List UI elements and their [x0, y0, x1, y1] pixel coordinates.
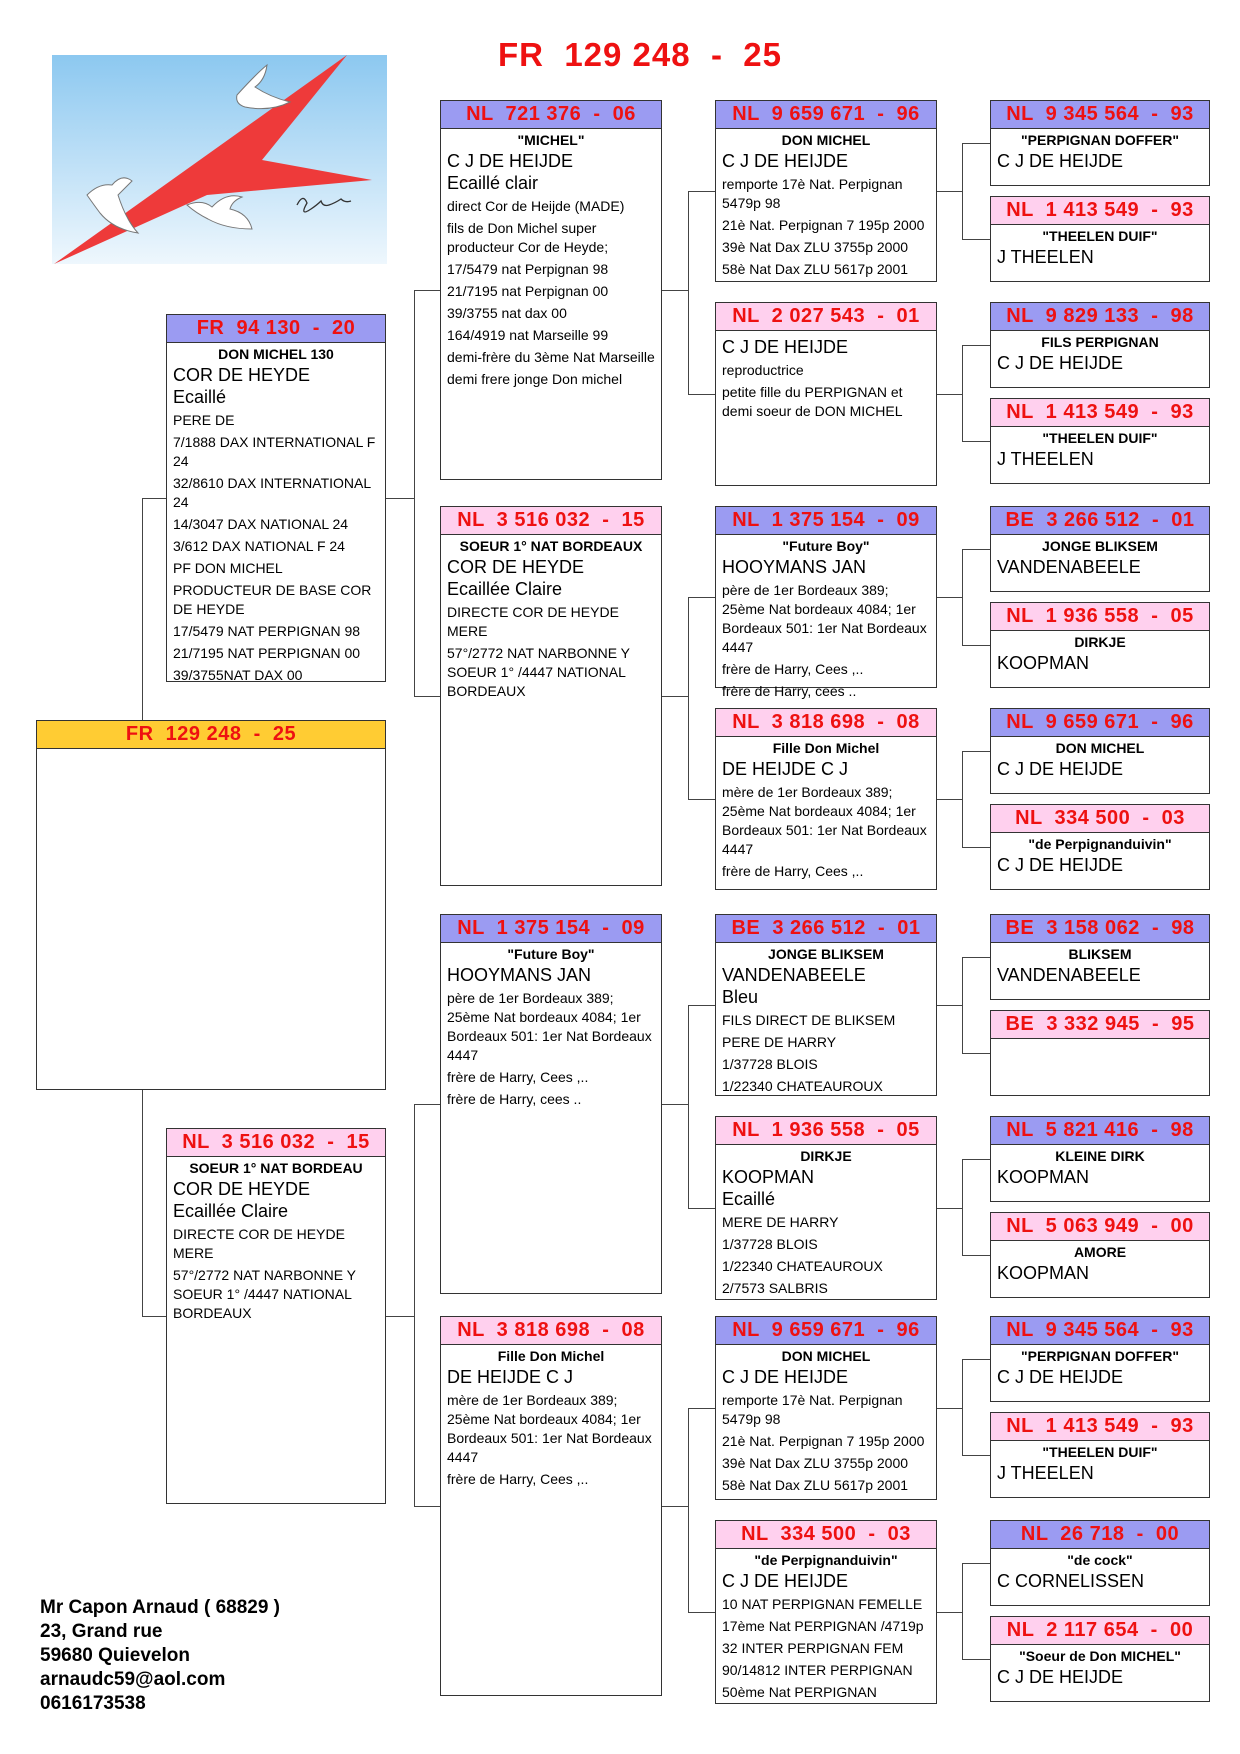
pedigree-box-g16	[990, 1616, 1210, 1702]
note-line: 32/8610 DAX INTERNATIONAL 24	[173, 475, 371, 510]
connector-line	[414, 290, 440, 291]
breeder-name: HOOYMANS JAN	[722, 557, 867, 577]
note-line: PERE DE HARRY	[722, 1034, 837, 1050]
bird-name: SOEUR 1° NAT BORDEAUX	[459, 538, 643, 554]
note-line: PRODUCTEUR DE BASE COR DE HEYDE	[173, 582, 372, 617]
note-line: 1/37728 BLOIS	[722, 1236, 818, 1252]
note-line: 164/4919 nat Marseille 99	[447, 327, 609, 343]
pedigree-box-g7	[990, 708, 1210, 794]
note-line: 90/14812 INTER PERPIGNAN	[722, 1662, 913, 1678]
note-line: frère de Harry, cees ..	[447, 1091, 582, 1107]
bird-name: KLEINE DIRK	[1055, 1148, 1145, 1164]
ring-number: NL 1 413 549 - 93	[991, 399, 1209, 427]
ring-number: NL 26 718 - 00	[991, 1521, 1209, 1549]
note-line: petite fille du PERPIGNAN et demi soeur de DON MICHEL	[722, 384, 903, 419]
note-line: 58è Nat Dax ZLU 5617p 2001	[722, 1477, 909, 1493]
connector-line	[688, 597, 689, 799]
bird-name: DON MICHEL	[781, 132, 871, 148]
connector-line	[688, 191, 715, 192]
breeder-name: C J DE HEIJDE	[997, 1667, 1124, 1687]
note-line: 3/612 DAX NATIONAL F 24	[173, 538, 345, 554]
note-line: PF DON MICHEL	[173, 560, 283, 576]
ring-number: NL 334 500 - 03	[991, 805, 1209, 833]
connector-line	[962, 441, 990, 442]
note-line: 57°/2772 NAT NARBONNE Y SOEUR 1° /4447 NATIONAL BORDEAUX	[447, 645, 630, 699]
note-line: remporte 17è Nat. Perpignan 5479p 98	[722, 1392, 903, 1427]
connector-line	[662, 1506, 688, 1507]
note-line: 17ème Nat PERPIGNAN /4719p	[722, 1618, 924, 1634]
note-line: 1/22340 CHATEAUROUX	[722, 1078, 883, 1094]
pedigree-box-g9	[990, 914, 1210, 1000]
bird-name: "de cock"	[1067, 1552, 1133, 1568]
bird-name: "Future Boy"	[507, 946, 595, 962]
breeder-name: J THEELEN	[997, 247, 1094, 267]
pedigree-box-sire	[166, 314, 386, 682]
note-line: direct Cor de Heijde (MADE)	[447, 198, 625, 214]
pedigree-box-sss	[715, 100, 937, 282]
connector-line	[962, 1255, 990, 1256]
ring-number: NL 9 345 564 - 93	[991, 101, 1209, 129]
connector-line	[937, 1208, 962, 1209]
pedigree-box-g12	[990, 1212, 1210, 1298]
owner-city: 59680 Quievelon	[40, 1645, 190, 1666]
connector-line	[962, 1359, 963, 1455]
pedigree-box-ddd	[715, 1520, 937, 1704]
note-line: remporte 17è Nat. Perpignan 5479p 98	[722, 176, 903, 211]
pedigree-box-dds	[715, 1316, 937, 1500]
breeder-name: C J DE HEIJDE	[722, 151, 849, 171]
connector-line	[962, 751, 990, 752]
connector-line	[962, 957, 963, 1053]
pedigree-box-sds	[715, 506, 937, 699]
bird-name: "PERPIGNAN DOFFER"	[1021, 132, 1179, 148]
bird-name: DON MICHEL 130	[218, 346, 334, 362]
breeder-name: DE HEIJDE C J	[447, 1367, 574, 1387]
owner-email: arnaudc59@aol.com	[40, 1669, 226, 1690]
pedigree-box-g3	[990, 302, 1210, 388]
pedigree-box-ss	[440, 100, 662, 480]
bird-color: Ecaillé	[173, 387, 227, 407]
connector-line	[937, 1408, 962, 1409]
connector-line	[962, 1563, 963, 1659]
bird-name: "THEELEN DUIF"	[1042, 228, 1158, 244]
bird-name: "THEELEN DUIF"	[1042, 1444, 1158, 1460]
connector-line	[414, 290, 415, 696]
ring-number: NL 3 516 032 - 15	[167, 1129, 385, 1157]
note-line: frère de Harry, Cees ,..	[447, 1069, 589, 1085]
ring-number: NL 1 375 154 - 09	[441, 915, 661, 943]
note-line: 39/3755 nat dax 00	[447, 305, 567, 321]
note-line: 57°/2772 NAT NARBONNE Y SOEUR 1° /4447 NATIONAL BORDEAUX	[173, 1267, 356, 1321]
breeder-name: KOOPMAN	[997, 653, 1090, 673]
bird-name: "Future Boy"	[782, 538, 870, 554]
breeder-name: C J DE HEIJDE	[997, 151, 1124, 171]
breeder-name: J THEELEN	[997, 449, 1094, 469]
note-line: MERE DE HARRY	[722, 1214, 839, 1230]
connector-line	[662, 696, 688, 697]
connector-line	[688, 597, 715, 598]
pedigree-box-ds	[440, 914, 662, 1294]
ring-number: NL 5 821 416 - 98	[991, 1117, 1209, 1145]
note-line: 39/3755NAT DAX 00	[173, 667, 303, 683]
note-line: frère de Harry, Cees ,..	[722, 863, 864, 879]
bird-name: "PERPIGNAN DOFFER"	[1021, 1348, 1179, 1364]
connector-line	[414, 696, 440, 697]
breeder-name: C J DE HEIJDE	[722, 337, 849, 357]
note-line: DIRECTE COR DE HEYDE MERE	[173, 1226, 345, 1261]
page-title: FR 129 248 - 25	[498, 36, 782, 73]
breeder-name: COR DE HEYDE	[173, 1179, 311, 1199]
pedigree-box-subject	[36, 720, 386, 1090]
note-line: mère de 1er Bordeaux 389; 25ème Nat bordeaux 4084; 1er Bordeaux 501: 1er Nat Bordeaux 4447	[447, 1392, 652, 1465]
ring-number: NL 1 936 558 - 05	[991, 603, 1209, 631]
note-line: père de 1er Bordeaux 389; 25ème Nat bordeaux 4084; 1er Bordeaux 501: 1er Nat Bordeaux 4447	[722, 582, 927, 655]
breeder-name: VANDENABEELE	[997, 557, 1141, 577]
bird-color: Bleu	[722, 987, 759, 1007]
note-line: 17/5479 NAT PERPIGNAN 98	[173, 623, 361, 639]
connector-line	[142, 1090, 143, 1316]
note-line: reproductrice	[722, 362, 804, 378]
ring-number: FR 129 248 - 25	[37, 721, 385, 749]
connector-line	[386, 498, 414, 499]
connector-line	[414, 1506, 440, 1507]
note-line: 21/7195 nat Perpignan 00	[447, 283, 609, 299]
breeder-name: C J DE HEIJDE	[722, 1367, 849, 1387]
bird-name: "Soeur de Don MICHEL"	[1019, 1648, 1181, 1664]
ring-number: NL 3 818 698 - 08	[716, 709, 936, 737]
breeder-name: C J DE HEIJDE	[722, 1571, 849, 1591]
ring-number: BE 3 332 945 - 95	[991, 1011, 1209, 1039]
connector-line	[688, 1408, 715, 1409]
breeder-name: C CORNELISSEN	[997, 1571, 1145, 1591]
connector-line	[142, 498, 143, 720]
bird-name: "de Perpignanduivin"	[754, 1552, 898, 1568]
connector-line	[937, 1612, 962, 1613]
bird-name: FILS PERPIGNAN	[1041, 334, 1159, 350]
connector-line	[962, 1563, 990, 1564]
breeder-name: KOOPMAN	[722, 1167, 815, 1187]
note-line: FILS DIRECT DE BLIKSEM	[722, 1012, 896, 1028]
pedigree-box-g8	[990, 804, 1210, 890]
breeder-name: KOOPMAN	[997, 1167, 1090, 1187]
note-line: demi-frère du 3ème Nat Marseille	[447, 349, 655, 365]
connector-line	[962, 847, 990, 848]
pedigree-box-g13	[990, 1316, 1210, 1402]
breeder-name: KOOPMAN	[997, 1263, 1090, 1283]
bird-name: AMORE	[1073, 1244, 1127, 1260]
pedigree-box-g14	[990, 1412, 1210, 1498]
note-line: 39è Nat Dax ZLU 3755p 2000	[722, 239, 909, 255]
bird-color: Ecaillée Claire	[447, 579, 563, 599]
bird-name: DIRKJE	[1074, 634, 1126, 650]
note-line: 58è Nat Dax ZLU 5617p 2001	[722, 261, 909, 277]
ring-number: NL 5 063 949 - 00	[991, 1213, 1209, 1241]
connector-line	[937, 799, 962, 800]
pedigree-box-g6	[990, 602, 1210, 688]
connector-line	[962, 345, 963, 441]
ring-number: NL 334 500 - 03	[716, 1521, 936, 1549]
note-line: 1/22340 CHATEAUROUX	[722, 1258, 883, 1274]
note-line: 21/7195 NAT PERPIGNAN 00	[173, 645, 361, 661]
ring-number: NL 3 516 032 - 15	[441, 507, 661, 535]
connector-line	[962, 1053, 990, 1054]
note-line: 14/3047 DAX NATIONAL 24	[173, 516, 349, 532]
connector-line	[962, 143, 990, 144]
bird-name: "THEELEN DUIF"	[1042, 430, 1158, 446]
ring-number: NL 2 117 654 - 00	[991, 1617, 1209, 1645]
connector-line	[688, 191, 689, 394]
connector-line	[962, 143, 963, 239]
connector-line	[688, 1612, 715, 1613]
note-line: PERE DE	[173, 412, 235, 428]
ring-number: NL 1 375 154 - 09	[716, 507, 936, 535]
connector-line	[688, 799, 715, 800]
note-line: demi frere jonge Don michel	[447, 371, 623, 387]
connector-line	[937, 191, 962, 192]
note-line: 32 INTER PERPIGNAN FEM	[722, 1640, 904, 1656]
ring-number: NL 9 829 133 - 98	[991, 303, 1209, 331]
breeder-name: COR DE HEYDE	[447, 557, 585, 577]
owner-address	[40, 1596, 280, 1716]
note-line: 2/7573 SALBRIS	[722, 1280, 828, 1296]
bird-name: DON MICHEL	[1055, 740, 1145, 756]
pedigree-box-dss	[715, 914, 937, 1096]
bird-color: Ecaillée Claire	[173, 1201, 289, 1221]
connector-line	[962, 1455, 990, 1456]
bird-name: "de Perpignanduivin"	[1028, 836, 1172, 852]
breeder-name: C J DE HEIJDE	[997, 759, 1124, 779]
note-line: 21è Nat. Perpignan 7 195p 2000	[722, 217, 925, 233]
ring-number: NL 1 936 558 - 05	[716, 1117, 936, 1145]
connector-line	[962, 751, 963, 847]
connector-line	[962, 239, 990, 240]
connector-line	[962, 1159, 963, 1255]
note-line: 7/1888 DAX INTERNATIONAL F 24	[173, 434, 376, 469]
pedigree-box-g15	[990, 1520, 1210, 1606]
breeder-name: C J DE HEIJDE	[447, 151, 574, 171]
bird-name: DIRKJE	[800, 1148, 852, 1164]
owner-phone: 0616173538	[40, 1693, 146, 1714]
note-line: 17/5479 nat Perpignan 98	[447, 261, 609, 277]
note-line: 39è Nat Dax ZLU 3755p 2000	[722, 1455, 909, 1471]
note-line: 21è Nat. Perpignan 7 195p 2000	[722, 1433, 925, 1449]
pedigree-box-g4	[990, 398, 1210, 484]
connector-line	[386, 1316, 414, 1317]
connector-line	[962, 1659, 990, 1660]
connector-line	[937, 1005, 962, 1006]
ring-number: BE 3 266 512 - 01	[991, 507, 1209, 535]
bird-name: Fille Don Michel	[497, 1348, 605, 1364]
note-line: frère de Harry, Cees ,..	[722, 661, 864, 677]
ring-number: BE 3 158 062 - 98	[991, 915, 1209, 943]
note-line: frère de Harry, cees ..	[722, 683, 857, 699]
connector-line	[688, 394, 715, 395]
connector-line	[688, 1408, 689, 1612]
connector-line	[688, 1005, 689, 1208]
bird-name: Fille Don Michel	[772, 740, 880, 756]
connector-line	[937, 597, 962, 598]
breeder-name: HOOYMANS JAN	[447, 965, 592, 985]
bird-name: DON MICHEL	[781, 1348, 871, 1364]
connector-line	[142, 1316, 166, 1317]
owner-name: Mr Capon Arnaud ( 68829 )	[40, 1597, 281, 1618]
note-line: mère de 1er Bordeaux 389; 25ème Nat bordeaux 4084; 1er Bordeaux 501: 1er Nat Bordeaux 4447	[722, 784, 927, 857]
breeder-name: COR DE HEYDE	[173, 365, 311, 385]
connector-line	[662, 1104, 688, 1105]
bird-name: JONGE BLIKSEM	[768, 946, 884, 962]
pedigree-box-sd	[440, 506, 662, 886]
ring-number: NL 1 413 549 - 93	[991, 197, 1209, 225]
pedigree-box-g2	[990, 196, 1210, 282]
bird-name: SOEUR 1° NAT BORDEAU	[189, 1160, 363, 1176]
connector-line	[962, 1359, 990, 1360]
bird-color: Ecaillé	[722, 1189, 776, 1209]
ring-number: NL 9 345 564 - 93	[991, 1317, 1209, 1345]
note-line: fils de Don Michel super producteur Cor de Heyde;	[447, 220, 609, 255]
pedigree-box-dd	[440, 1316, 662, 1696]
connector-line	[962, 549, 990, 550]
pedigree-box-dsd	[715, 1116, 937, 1300]
breeder-name: VANDENABEELE	[997, 965, 1141, 985]
breeder-name: DE HEIJDE C J	[722, 759, 849, 779]
ring-number: NL 721 376 - 06	[441, 101, 661, 129]
connector-line	[414, 1104, 440, 1105]
bird-color: Ecaillé clair	[447, 173, 539, 193]
note-line: père de 1er Bordeaux 389; 25ème Nat bordeaux 4084; 1er Bordeaux 501: 1er Nat Bordeaux 4447	[447, 990, 652, 1063]
ring-number: NL 3 818 698 - 08	[441, 1317, 661, 1345]
logo	[52, 55, 387, 264]
connector-line	[962, 345, 990, 346]
ring-number: NL 9 659 671 - 96	[716, 101, 936, 129]
ring-number: FR 94 130 - 20	[167, 315, 385, 343]
ring-number: NL 2 027 543 - 01	[716, 303, 936, 331]
bird-name: BLIKSEM	[1068, 946, 1132, 962]
bird-name: JONGE BLIKSEM	[1042, 538, 1158, 554]
connector-line	[688, 1208, 715, 1209]
connector-line	[142, 498, 166, 499]
pedigree-box-g11	[990, 1116, 1210, 1202]
pedigree-box-g5	[990, 506, 1210, 592]
connector-line	[414, 1104, 415, 1506]
ring-number: BE 3 266 512 - 01	[716, 915, 936, 943]
note-line: frère de Harry, Cees ,..	[447, 1471, 589, 1487]
bird-name: "MICHEL"	[517, 132, 585, 148]
note-line: 50ème Nat PERPIGNAN	[722, 1684, 877, 1700]
note-line: 10 NAT PERPIGNAN FEMELLE	[722, 1596, 923, 1612]
ring-number: NL 1 413 549 - 93	[991, 1413, 1209, 1441]
pedigree-box-ssd	[715, 302, 937, 486]
pedigree-box-dam	[166, 1128, 386, 1504]
note-line: DIRECTE COR DE HEYDE MERE	[447, 604, 619, 639]
note-line: 1/37728 BLOIS	[722, 1056, 818, 1072]
breeder-name: C J DE HEIJDE	[997, 855, 1124, 875]
breeder-name: J THEELEN	[997, 1463, 1094, 1483]
connector-line	[937, 394, 962, 395]
connector-line	[662, 290, 688, 291]
connector-line	[962, 549, 963, 645]
pedigree-box-g1	[990, 100, 1210, 186]
pedigree-box-g10	[990, 1010, 1210, 1096]
connector-line	[962, 957, 990, 958]
pedigree-box-sdd	[715, 708, 937, 890]
breeder-name: C J DE HEIJDE	[997, 1367, 1124, 1387]
connector-line	[962, 1159, 990, 1160]
ring-number: NL 9 659 671 - 96	[716, 1317, 936, 1345]
ring-number: NL 9 659 671 - 96	[991, 709, 1209, 737]
owner-street: 23, Grand rue	[40, 1621, 163, 1642]
connector-line	[688, 1005, 715, 1006]
breeder-name: VANDENABEELE	[722, 965, 866, 985]
breeder-name: C J DE HEIJDE	[997, 353, 1124, 373]
connector-line	[962, 645, 990, 646]
